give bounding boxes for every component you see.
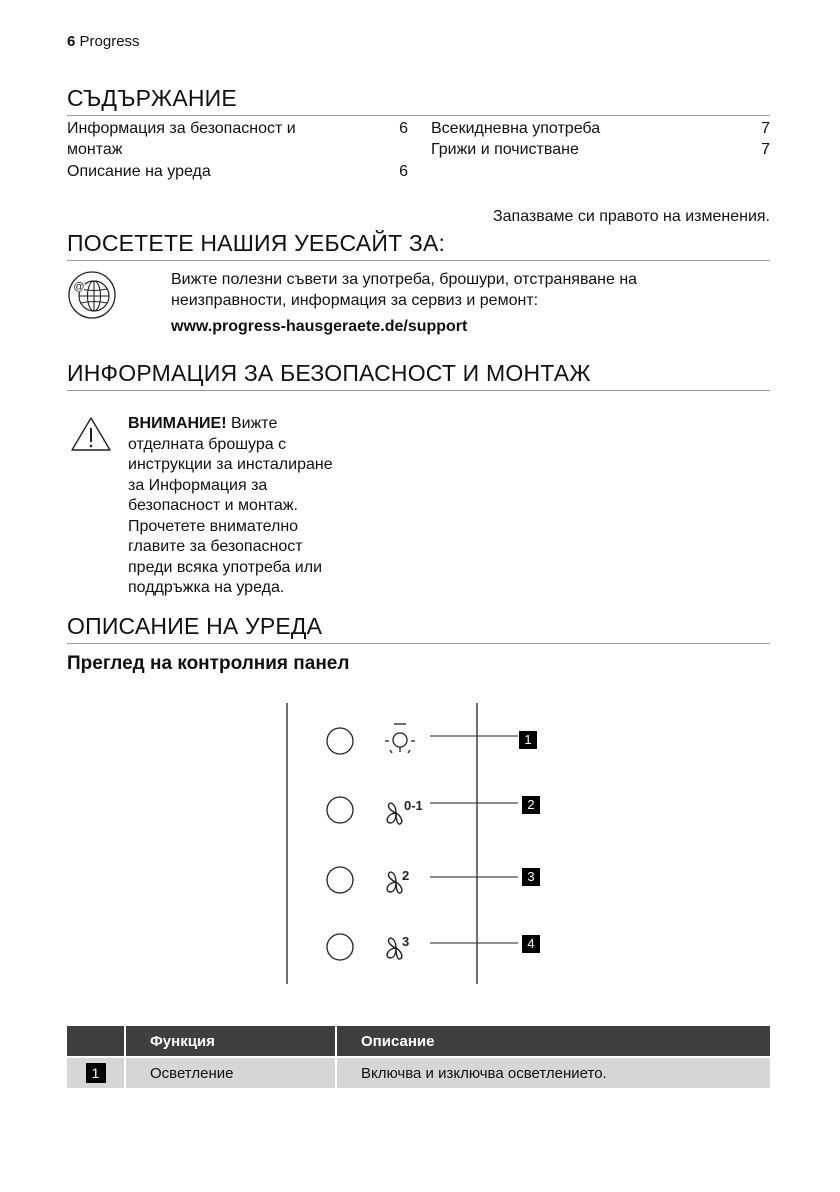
light-button bbox=[327, 728, 353, 754]
toc-entry-daily-use[interactable]: Всекидневна употреба bbox=[431, 120, 601, 137]
support-url-link[interactable]: www.progress-hausgeraete.de/support bbox=[171, 318, 468, 335]
website-text-line: Вижте полезни съвети за употреба, брошури, отстраняване на bbox=[171, 271, 638, 288]
page-number: 6 bbox=[67, 33, 76, 50]
warning-line: инструкции за инсталиране bbox=[128, 456, 333, 473]
website-title: ПОСЕТЕТЕ НАШИЯ УЕБСАЙТ ЗА: bbox=[67, 229, 770, 261]
toc-entry-label-cont: монтаж bbox=[67, 141, 123, 158]
control-panel-diagram bbox=[280, 700, 560, 990]
warning-line: поддръжка на уреда. bbox=[128, 579, 285, 596]
warning-line: за Информация за bbox=[128, 476, 268, 494]
warning-line: главите за безопасност bbox=[128, 538, 303, 555]
fan-speed-0-1-icon bbox=[387, 803, 402, 824]
row-number-badge: 1 bbox=[86, 1063, 106, 1083]
globe-at-icon bbox=[67, 270, 117, 320]
fan-speed-3-button bbox=[327, 934, 353, 960]
table-header-function: Функция bbox=[126, 1026, 337, 1056]
toc-page-number: 7 bbox=[761, 141, 770, 158]
fan-speed-2-icon bbox=[387, 872, 402, 893]
table-cell-function: Осветление bbox=[126, 1056, 337, 1088]
fan-speed-2-label: 2 bbox=[402, 868, 410, 883]
fan-speed-3-icon bbox=[387, 938, 402, 959]
contents-title: СЪДЪРЖАНИЕ bbox=[67, 84, 770, 116]
toc-entry-description[interactable] bbox=[67, 161, 211, 182]
table-cell-num bbox=[67, 1056, 126, 1088]
svg-text:@: @ bbox=[73, 281, 85, 293]
toc-entry-label: Информация за безопасност и bbox=[67, 120, 296, 137]
toc-page-number: 6 bbox=[399, 163, 408, 180]
toc-entry-safety[interactable] bbox=[67, 118, 296, 160]
safety-warning-text bbox=[128, 414, 368, 599]
description-title: ОПИСАНИЕ НА УРЕДА bbox=[67, 612, 770, 644]
warning-line: преди всяка употреба или bbox=[128, 558, 323, 576]
callout-3: 3 bbox=[522, 868, 540, 886]
brand-name: Progress bbox=[79, 33, 140, 50]
website-text-line: неизправности, информация за сервиз и ремонт: bbox=[171, 291, 539, 309]
table-row bbox=[67, 1056, 770, 1088]
toc-entry-label: Описание на уреда bbox=[67, 163, 211, 180]
table-header-num bbox=[67, 1026, 126, 1056]
toc-entry-care[interactable]: Грижи и почистване bbox=[431, 141, 579, 158]
table-header-row bbox=[67, 1026, 770, 1056]
table-header-description: Описание bbox=[337, 1026, 770, 1056]
fan-speed-0-1-label: 0-1 bbox=[404, 798, 423, 813]
warning-line: Вижте bbox=[226, 415, 278, 432]
fan-speed-3-label: 3 bbox=[402, 934, 410, 949]
safety-title: ИНФОРМАЦИЯ ЗА БЕЗОПАСНОСТ И МОНТАЖ bbox=[67, 359, 770, 391]
toc-page-number: 7 bbox=[761, 120, 770, 137]
fan-speed-1-button bbox=[327, 797, 353, 823]
fan-speed-2-button bbox=[327, 867, 353, 893]
warning-label: ВНИМАНИЕ! bbox=[128, 415, 227, 432]
warning-line: отделната брошура с bbox=[128, 435, 287, 453]
toc-page-number: 6 bbox=[399, 120, 408, 137]
warning-line: безопасност и монтаж. bbox=[128, 497, 298, 514]
website-text bbox=[171, 270, 637, 311]
page-header bbox=[67, 33, 140, 50]
light-bulb-icon bbox=[385, 724, 415, 753]
warning-triangle-icon bbox=[70, 416, 112, 452]
callout-4: 4 bbox=[522, 935, 540, 953]
warning-line: Прочетете внимателно bbox=[128, 517, 299, 535]
changes-note: Запазваме си правото на изменения. bbox=[492, 208, 770, 225]
callout-1: 1 bbox=[519, 731, 537, 749]
callout-2: 2 bbox=[522, 796, 540, 814]
table-cell-description: Включва и изключва осветлението. bbox=[337, 1056, 770, 1088]
control-panel-subtitle: Преглед на контролния панел bbox=[67, 653, 350, 674]
function-table bbox=[67, 1026, 770, 1088]
